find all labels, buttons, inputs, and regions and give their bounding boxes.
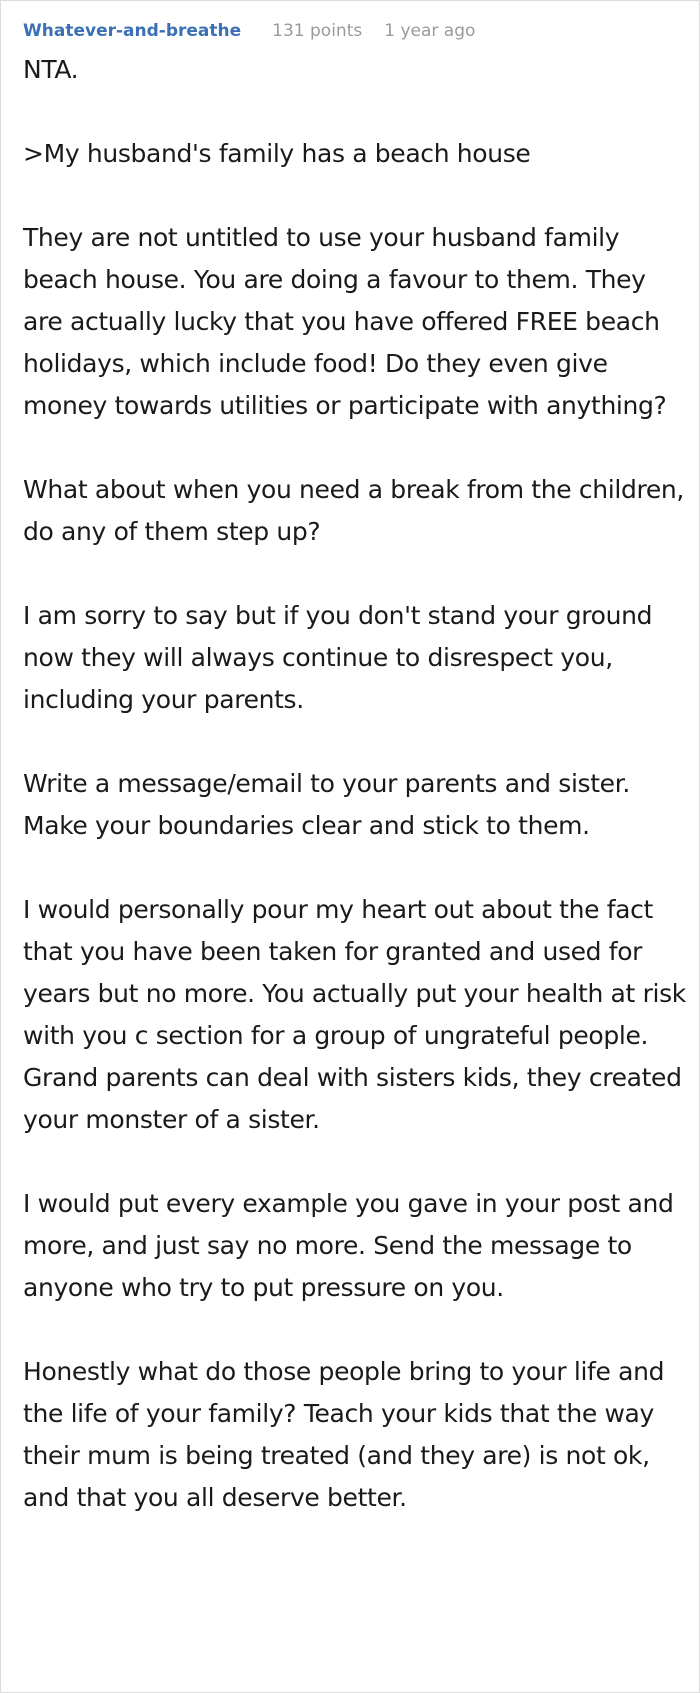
- comment-paragraph: Honestly what do those people bring to your life and the life of your family? Teach your kids that the way their mum is being treated (and they are) is not ok, and that you all deserve better.: [23, 1357, 665, 1512]
- comment-paragraph: NTA.: [23, 55, 79, 84]
- comment-paragraph: I would personally pour my heart out about the fact that you have been taken for granted and used for years but no more. You actually put your health at risk with you c section for a group of ungrateful people. Grand parents can deal with sisters kids, they created your monster of a sister.: [23, 895, 686, 1134]
- comment-body: [23, 49, 688, 1561]
- comment-header: [23, 19, 475, 43]
- comment-paragraph: What about when you need a break from the children, do any of them step up?: [23, 475, 684, 546]
- comment-paragraph: I would put every example you gave in your post and more, and just say no more. Send the message to anyone who try to put pressure on you.: [23, 1189, 674, 1302]
- comment-points: 131 points: [272, 21, 363, 41]
- comment-paragraph: >My husband's family has a beach house: [23, 139, 531, 168]
- comment-paragraph: Write a message/email to your parents and sister. Make your boundaries clear and stick to them.: [23, 769, 630, 840]
- comment-timestamp: 1 year ago: [384, 21, 476, 41]
- comment-paragraph: They are not untitled to use your husband family beach house. You are doing a favour to them. They are actually lucky that you have offered FREE beach holidays, which include food! Do they even give money towards utilities or participate with anything?: [23, 223, 667, 420]
- comment-author-link[interactable]: Whatever-and-breathe: [23, 21, 242, 41]
- comment-paragraph: I am sorry to say but if you don't stand your ground now they will always continue to disrespect you, including your parents.: [23, 601, 653, 714]
